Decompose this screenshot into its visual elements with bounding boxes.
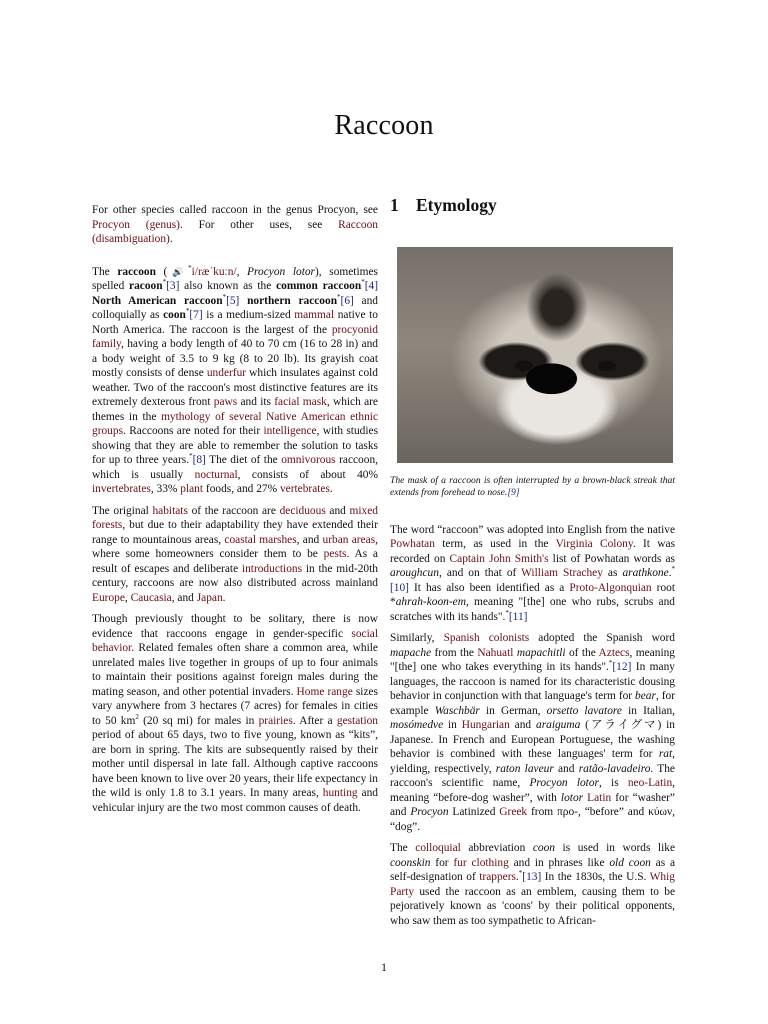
citation[interactable]: [6]	[340, 294, 354, 307]
link-john-smith[interactable]: Captain John Smith's	[449, 552, 549, 565]
citation[interactable]: [7]	[189, 309, 203, 321]
link-paws[interactable]: paws	[213, 396, 238, 408]
link-vertebrates[interactable]: vertebrates	[279, 483, 330, 495]
link-mythology[interactable]: mythology of several Native American ethnic groups	[92, 410, 378, 437]
link-proto-algonquian[interactable]: Proto-Algonquian	[569, 581, 652, 594]
link-colloquial[interactable]: colloquial	[415, 842, 461, 854]
raccoon-photo	[397, 247, 673, 463]
link-william-strachey[interactable]: William Strachey	[521, 567, 603, 579]
citation[interactable]: [9]	[507, 487, 520, 498]
link-home-range[interactable]: Home range	[296, 685, 353, 698]
link-deciduous[interactable]: deciduous	[279, 504, 326, 517]
link-europe[interactable]: Europe	[92, 591, 125, 604]
left-column	[92, 203, 378, 822]
behavior-paragraph: Though previously thought to be solitary, there is now evidence that raccoons engage in gender-specific social behavior. Related females often share a common area, while unrelated males live together in groups of up to four animals to maintain their positions against foreign males during the mating season, and other potential invaders. Home range sizes vary anywhere from 3 hectares (7 acres) for females in cities to 50 $km^2$ (20 sq mi) for males in prairies. After a gestation period of about 65 days, two to five young, known as “kits”, are born in spring. The kits are subsequently raised by their mother until dispersal in late fall. Although captive raccoons have been known to live over 20 years, their life expectancy in the wild is only 1.8 to 3.1 years. In many areas, hunting and vehicular injury are the two most common causes of death.	[92, 613, 378, 814]
link-neo-latin[interactable]: neo-Latin	[627, 777, 673, 789]
link-plant[interactable]: plant	[180, 483, 204, 495]
link-invertebrates[interactable]: invertebrates	[92, 483, 151, 495]
etymology-paragraph-1: The word “raccoon” was adopted into English from the native Powhatan term, as used in the Virginia Colony. It was recorded on Captain John Smith's list of Powhatan words as aroughcun, and on that of William Strachey as arathkone.*[10] It has also been identified as a Proto-Algonquian root *ahrah-koon-em, meaning "[the] one who rubs, scrubs and scratches with its hands".*[11]	[390, 523, 675, 623]
link-virginia-colony[interactable]: Virginia Colony	[555, 538, 633, 550]
link-aztecs[interactable]: Aztecs	[598, 646, 630, 659]
link-urban-areas[interactable]: urban areas	[322, 533, 376, 546]
link-underfur[interactable]: underfur	[206, 367, 247, 379]
section-heading: 1 Etymology	[390, 195, 497, 215]
link-caucasia[interactable]: Caucasia	[130, 591, 172, 604]
link-pronunciation[interactable]: i/ræˈkuːn/	[191, 265, 237, 278]
citation[interactable]: [13]	[522, 871, 542, 883]
link-facial-mask[interactable]: facial mask	[274, 396, 327, 408]
link-coastal-marshes[interactable]: coastal marshes	[224, 533, 297, 546]
link-mixed-forests[interactable]: mixed forests	[92, 504, 378, 531]
link-raccoon-disambiguation[interactable]: Raccoon (disambiguation)	[92, 218, 378, 245]
link-gestation[interactable]: gestation	[336, 714, 378, 727]
habitat-paragraph: The original habitats of the raccoon are deciduous and mixed forests, but due to their adaptability they have extended their range to mountainous areas, coastal marshes, and urban areas, where some homeowners consider them to be pests. As a result of escapes and deliberate introductions in the mid-20th century, raccoons are now also distributed across mainland Europe, Caucasia, and Japan.	[92, 504, 378, 604]
link-nocturnal[interactable]: nocturnal	[194, 468, 238, 481]
citation[interactable]: [12]	[612, 661, 632, 673]
etymology-paragraph-3: The colloquial abbreviation coon is used in words like coonskin for fur clothing and in phrases like old coon as a self-designation of trappers.*[13] In the 1830s, the U.S. Whig Party used the raccoon as an emblem, causing them to be pejoratively known as 'coons' by their political opponents, who saw them as too sympathetic to African-	[390, 842, 675, 927]
figure-caption: The mask of a raccoon is often interrupted by a brown-black streak that extends from forehead to nose.[9]	[390, 474, 675, 498]
link-procyon-genus[interactable]: Procyon (genus)	[92, 218, 180, 231]
link-mammal[interactable]: mammal	[294, 309, 335, 321]
link-spanish-colonists[interactable]: Spanish colonists	[443, 632, 530, 644]
citation[interactable]: [10]	[390, 581, 409, 594]
hatnote: For other species called raccoon in the genus Procyon, see Procyon (genus). For other uses, see Raccoon (disambiguation).	[92, 204, 378, 245]
link-prairies[interactable]: prairies	[258, 714, 293, 727]
link-japan[interactable]: Japan	[196, 591, 223, 604]
link-procyonid-family[interactable]: procyonid family	[92, 323, 378, 350]
citation[interactable]: [11]	[508, 610, 528, 623]
link-omnivorous[interactable]: omnivorous	[281, 454, 336, 466]
citation[interactable]: [8]	[192, 454, 206, 466]
citation[interactable]: [4]	[364, 280, 378, 292]
link-latin[interactable]: Latin	[587, 791, 612, 804]
link-greek[interactable]: Greek	[499, 806, 528, 818]
link-trappers[interactable]: trappers	[479, 871, 516, 883]
etymology-paragraph-2: Similarly, Spanish colonists adopted the Spanish word mapache from the Nahuatl mapachitli of the Aztecs, meaning "[the] one who takes everything in its hands".*[12] In many languages, the raccoon is named for its characteristic dousing behavior in conjunction with that language's term for bear, for example Waschbär in German, orsetto lavatore in Italian, mosómedve in Hungarian and araiguma (アライグマ) in Japanese. In French and European Portuguese, the washing behavior is combined with these languages' term for rat, yielding, respectively, raton laveur and ratão-lavadeiro. The raccoon's scientific name, Procyon lotor, is neo-Latin, meaning “before-dog washer”, with lotor Latin for “washer” and Procyon Latinized Greek from προ-, “before” and κύων, “dog”.	[390, 632, 676, 833]
speaker-icon[interactable]: 🔊	[167, 266, 189, 277]
link-hunting[interactable]: hunting	[322, 787, 358, 799]
link-habitats[interactable]: habitats	[152, 504, 188, 517]
page-number: 1	[381, 960, 387, 974]
page-title: Raccoon	[334, 110, 434, 141]
link-whig-party[interactable]: Whig Party	[390, 871, 675, 898]
citation[interactable]: [5]	[226, 294, 240, 307]
right-column	[390, 195, 676, 935]
link-pests[interactable]: pests	[323, 548, 347, 560]
link-hungarian[interactable]: Hungarian	[461, 719, 510, 731]
link-introductions[interactable]: introductions	[241, 562, 303, 575]
link-social-behavior[interactable]: social behavior	[92, 627, 378, 654]
link-powhatan[interactable]: Powhatan	[390, 538, 435, 550]
link-intelligence[interactable]: intelligence	[263, 425, 317, 437]
link-fur-clothing[interactable]: fur clothing	[453, 856, 509, 869]
link-nahuatl[interactable]: Nahuatl	[477, 646, 514, 659]
intro-paragraph: The raccoon (🔊*i/ræˈkuːn/, Procyon lotor), sometimes spelled racoon*[3] also known as the common raccoon*[4] North American raccoon*[5] northern raccoon*[6] and colloquially as coon*[7] is a medium-sized mammal native to North America. The raccoon is the largest of the procyonid family, having a body length of 40 to 70 cm (16 to 28 in) and a body weight of 3.5 to 9 kg (8 to 20 lb). Its grayish coat mostly consists of dense underfur which insulates against cold weather. Two of the raccoon's most distinctive features are its extremely dexterous front paws and its facial mask, which are themes in the mythology of several Native American ethnic groups. Raccoons are noted for their intelligence, with studies showing that they are able to remember the solution to tasks for up to three years.*[8] The diet of the omnivorous raccoon, which is usually nocturnal, consists of about 40% invertebrates, 33% plant foods, and 27% vertebrates.	[92, 263, 378, 495]
citation[interactable]: [3]	[166, 280, 180, 292]
